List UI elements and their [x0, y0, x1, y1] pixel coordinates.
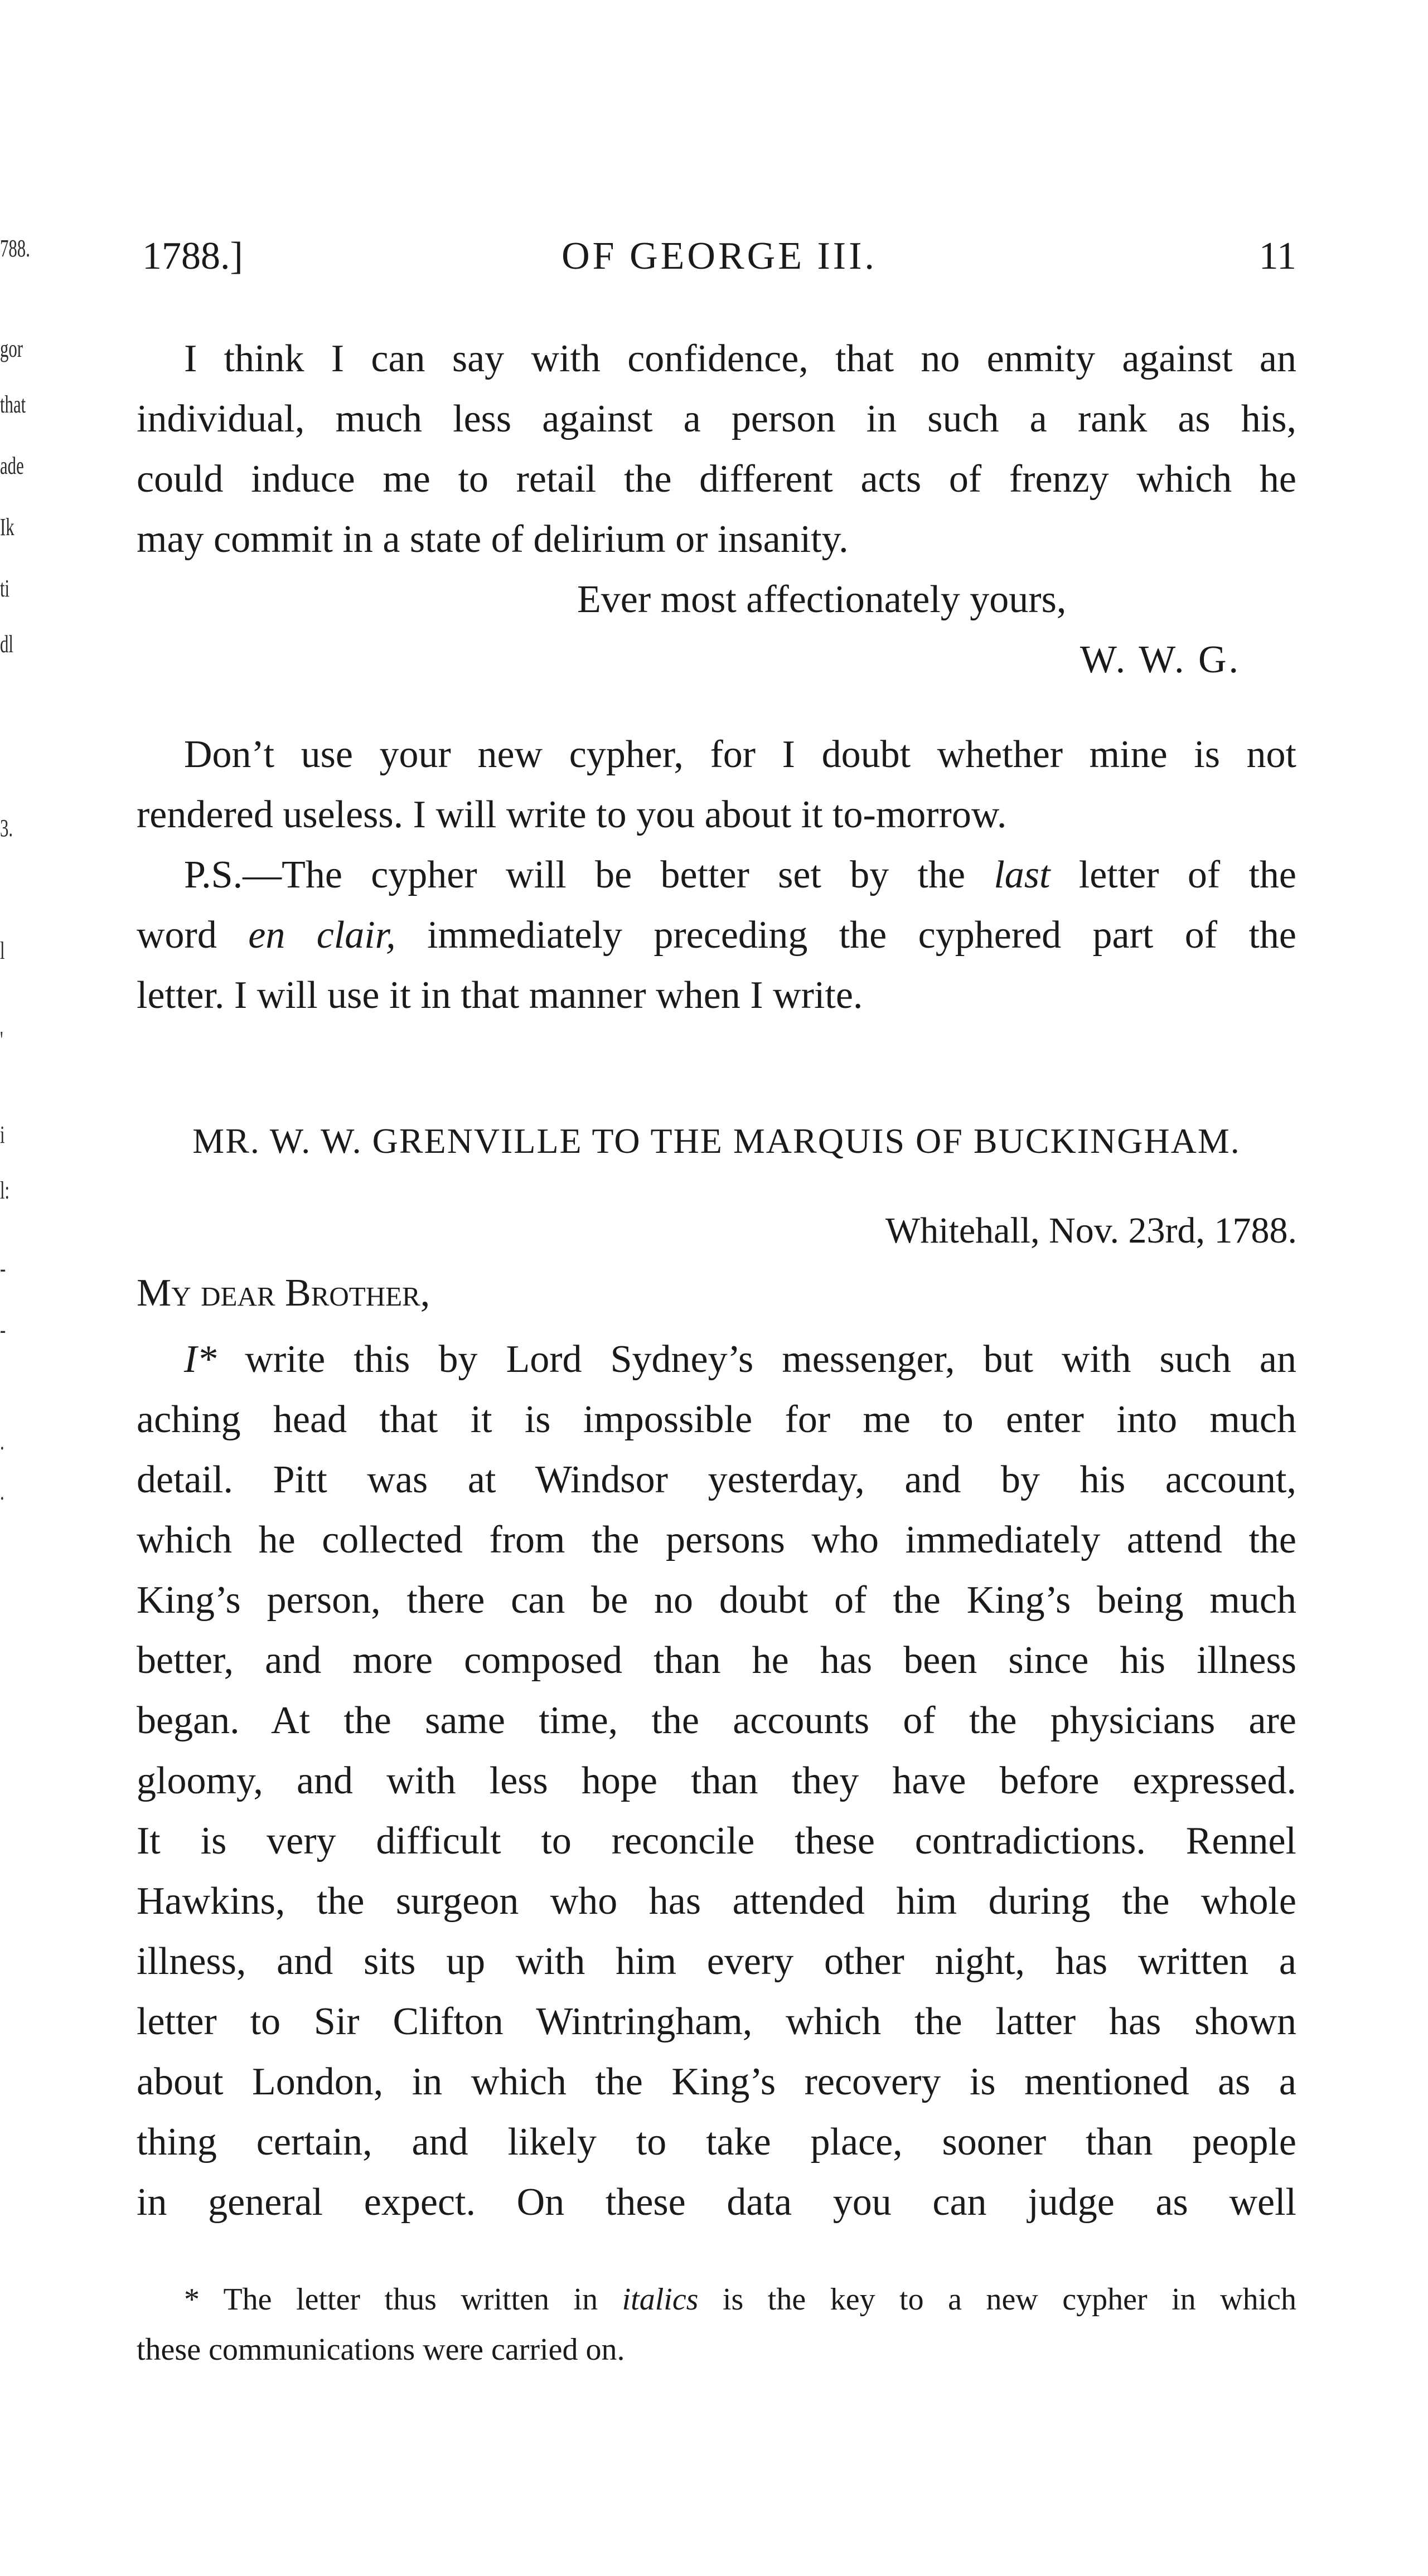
running-header	[142, 234, 1296, 290]
italic-text: italics	[622, 2282, 699, 2317]
header-title: OF GEORGE III.	[561, 235, 877, 278]
gutter-fragment: .	[0, 1428, 4, 1455]
gutter-fragment: ti	[0, 575, 10, 602]
header-year: 1788.]	[142, 235, 243, 278]
text-line: which he collected from the persons who immediately attend the	[137, 1519, 1296, 1561]
text-line: individual, much less against a person in such a rank as his,	[137, 397, 1296, 440]
text-line: in general expect. On these data you can judge as well	[137, 2181, 1296, 2224]
gutter-fragment: that	[0, 391, 26, 418]
text-line: gloomy, and with less hope than they have before expressed.	[137, 1759, 1296, 1802]
postscript	[137, 725, 1296, 1026]
italic-text: I*	[184, 1338, 217, 1381]
text-line: detail. Pitt was at Windsor yesterday, and by his account,	[137, 1458, 1296, 1501]
gutter-fragment: -	[0, 1255, 6, 1282]
text-line: letter to Sir Clifton Wintringham, which the latter has shown	[137, 2000, 1296, 2043]
text-run: word	[137, 914, 249, 957]
previous-page-bleed	[0, 0, 33, 2576]
gutter-fragment: Ik	[0, 513, 14, 541]
letter-heading: MR. W. W. GRENVILLE TO THE MARQUIS OF BUCKINGHAM.	[192, 1121, 1241, 1161]
letter-closing: Ever most affectionately yours,	[577, 578, 1067, 621]
text-line	[137, 845, 1296, 905]
gutter-fragment: l	[0, 937, 5, 964]
gutter-fragment: .	[0, 1478, 4, 1505]
text-run: * The letter thus written in	[184, 2282, 622, 2317]
text-line: Hawkins, the surgeon who has attended him during the whole	[137, 1880, 1296, 1923]
text-line: better, and more composed than he has been since his illness	[137, 1639, 1296, 1682]
gutter-fragment: dl	[0, 630, 13, 658]
text-line: began. At the same time, the accounts of the physicians are	[137, 1699, 1296, 1742]
gutter-fragment: '	[0, 1026, 3, 1054]
text-line: illness, and sits up with him every other night, has written a	[137, 1940, 1296, 1983]
page-number: 11	[1258, 235, 1296, 278]
gutter-fragment: 788.	[0, 235, 30, 262]
footnote	[137, 2274, 1296, 2375]
text-line: about London, in which the King’s recovery is mentioned as a	[137, 2060, 1296, 2103]
gutter-fragment: -	[0, 1316, 6, 1343]
text-line: letter. I will use it in that manner when I write.	[137, 974, 863, 1017]
text-line: thing certain, and likely to take place, sooner than people	[137, 2121, 1296, 2163]
letter-salutation: My dear Brother,	[137, 1272, 430, 1314]
text-line: It is very difficult to reconcile these contradictions. Rennel	[137, 1820, 1296, 1862]
letter-two-body	[137, 1330, 1296, 2233]
letter-dateline: Whitehall, Nov. 23rd, 1788.	[885, 1210, 1297, 1251]
text-line: Don’t use your new cypher, for I doubt whether mine is not	[184, 733, 1296, 776]
text-run: letter of the	[1050, 853, 1296, 896]
footnote-line	[137, 2274, 1296, 2325]
letter-one-body	[137, 329, 1296, 690]
italic-text: last	[994, 853, 1051, 896]
footnote-line: these communications were carried on.	[137, 2332, 625, 2367]
text-run: P.S.—The cypher will be better set by the	[184, 853, 994, 896]
text-line: I think I can say with confidence, that no enmity against an	[184, 337, 1296, 380]
text-line	[137, 1330, 1296, 1390]
text-line: may commit in a state of delirium or insanity.	[137, 518, 849, 561]
letter-signature: W. W. G.	[1080, 638, 1241, 681]
gutter-fragment: l:	[0, 1177, 10, 1204]
gutter-fragment: gor	[0, 335, 23, 362]
gutter-fragment: 3.	[0, 814, 13, 842]
text-run: immediately preceding the cyphered part of the	[395, 914, 1296, 957]
text-line: aching head that it is impossible for me to enter into much	[137, 1398, 1296, 1441]
text-line	[137, 905, 1296, 966]
text-line: King’s person, there can be no doubt of the King’s being much	[137, 1579, 1296, 1622]
italic-text: en clair,	[248, 914, 396, 957]
text-run: write this by Lord Sydney’s messenger, but with such an	[216, 1338, 1296, 1381]
gutter-fragment: ade	[0, 452, 24, 479]
gutter-fragment: i	[0, 1121, 5, 1148]
text-line: rendered useless. I will write to you about it to-morrow.	[137, 793, 1007, 836]
text-line: could induce me to retail the different acts of frenzy which he	[137, 458, 1296, 501]
text-run: is the key to a new cypher in which	[698, 2282, 1296, 2317]
